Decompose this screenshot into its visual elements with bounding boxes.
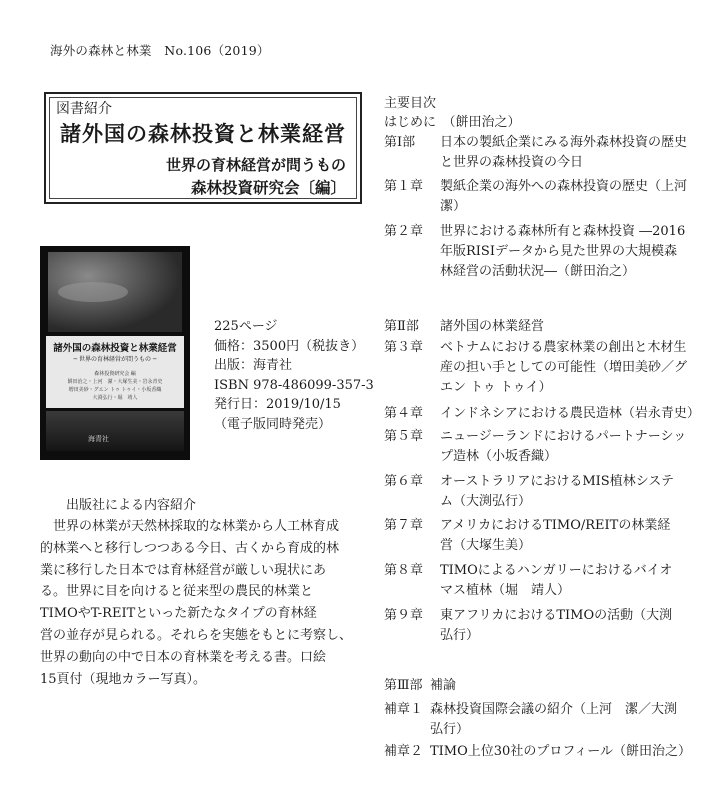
toc-entry-line: と世界の森林投資の今日 [440, 155, 584, 170]
toc-entry-label: 第１章 [384, 179, 424, 194]
toc-entry-line: 森林投資国際会議の紹介（上河 潔／大渕 [430, 702, 678, 717]
toc-entry-line: ニュージーランドにおけるパートナーシッ [440, 429, 687, 444]
book-review-box [44, 92, 362, 204]
toc-entry-text [440, 133, 687, 173]
toc-entry-text [440, 338, 687, 398]
toc-entry-text [430, 700, 677, 740]
toc-entry-text [440, 222, 685, 282]
toc-entry-text [440, 516, 670, 556]
book-pages: 225ページ [214, 319, 278, 334]
description-line: 世界の林業が天然林採取的な林業から人工林育成 [40, 519, 340, 534]
toc-entry-line: 弘行） [440, 628, 480, 643]
toc-entry-label: 第４章 [384, 406, 424, 421]
toc-entry-line: 日本の製紙企業にみる海外森林投資の歴史 [440, 135, 688, 150]
toc-entry-line: ム（大渕弘行） [440, 494, 532, 509]
book-isbn: ISBN 978-486099-357-3 [214, 377, 374, 393]
toc-entry-text [440, 427, 686, 467]
toc-entry-text [440, 177, 687, 217]
toc-entry-line: 営（大塚生美） [440, 538, 532, 553]
book-ebook-note: （電子版同時発売） [214, 416, 332, 432]
description-line: 15頁付（現地カラー写真）。 [40, 671, 207, 687]
toc-entry-text [440, 404, 700, 424]
toc-entry-label: 補章２ [384, 744, 424, 759]
review-label: 図書紹介 [56, 101, 112, 117]
cover-authors [50, 370, 180, 402]
toc-entry-label: 第５章 [384, 429, 424, 444]
toc-entry-label: 第Ⅱ部 [384, 319, 419, 334]
description-line: 的林業へと移行しつつある今日、古くから育成的林 [40, 540, 340, 556]
description-heading: 出版社による内容紹介 [66, 498, 197, 513]
toc-entry-label: 第７章 [384, 518, 424, 533]
toc-entry-line: 補論 [430, 678, 457, 693]
toc-entry-label: 第Ⅲ部 [384, 678, 423, 693]
toc-entry-line: 潔） [440, 199, 467, 214]
description-line: 業に移行した日本では育林経営が厳しい現状にあ [40, 562, 327, 578]
toc-entry-line: ベトナムにおける農家林業の創出と木材生 [440, 340, 687, 355]
toc-entry-label: 第３章 [384, 340, 424, 355]
book-price: 価格：3500円（税抜き） [214, 338, 365, 354]
toc-entry-line: 林経営の活動状況―（餅田治之） [440, 264, 636, 279]
book-info [214, 317, 374, 434]
toc-entry-label: 第２章 [384, 224, 424, 239]
cover-forest-photo [46, 411, 184, 451]
cover-title-band [46, 336, 184, 408]
description-text [40, 516, 356, 690]
toc-entry-line: エン トゥ トゥイ） [440, 380, 552, 395]
cover-subtitle: ─ 世界の育林経営が問うもの ─ [73, 356, 157, 363]
toc-entry-line: TIMOによるハンガリーにおけるバイオ [440, 563, 673, 578]
description-line: TIMOやT-REITといった新たなタイプの育林経 [40, 606, 317, 622]
toc-entry-text [440, 472, 674, 512]
toc-entry-line: 弘行） [430, 722, 470, 737]
toc-entry-line: プ造林（小坂香織） [440, 449, 558, 464]
toc-entry-text [430, 676, 456, 696]
book-subtitle: 世界の育林経営が問うもの [165, 156, 346, 174]
description-line: 世界の動向の中で日本の育林業を考える書。口絵 [40, 649, 327, 665]
toc-entry-line: インドネシアにおける農民造林（岩永青史） [440, 406, 700, 421]
toc-entry-line: マス植林（堀 靖人） [440, 583, 571, 598]
toc-entry-label: 第Ⅰ部 [384, 135, 416, 150]
toc-entry-line: 諸外国の林業経営 [440, 319, 545, 334]
toc-entry-line: 世界における森林所有と森林投資 ―2016 [440, 224, 686, 239]
toc-heading: 主要目次 [384, 96, 437, 111]
cover-photo [48, 252, 182, 332]
toc-entry-label: 補章１ [384, 702, 424, 717]
toc-entry-text [430, 742, 691, 762]
toc-entry-line: TIMO上位30社のプロフィール（餅田治之） [430, 744, 692, 759]
toc-entry-line: 製紙企業の海外への森林投資の歴史（上河 [440, 179, 688, 194]
toc-entry-text [440, 317, 544, 337]
toc-entry-line: オーストラリアにおけるMIS植林システ [440, 474, 675, 489]
toc-entry-label: 第８章 [384, 563, 424, 578]
toc-entry-text [440, 606, 672, 646]
cover-author-line: 増田美砂・グエン トゥ トゥイ・小坂香織 [68, 387, 162, 393]
cover-author-line: 森林投資研究会 編 [94, 371, 136, 377]
toc-entry-text [440, 561, 672, 601]
cover-author-line: 大渕弘行・堀 靖人 [92, 395, 138, 401]
book-date: 発行日：2019/10/15 [214, 397, 341, 412]
description-line: 営の並存が見られる。それらを実態をもとに考察し、 [40, 627, 353, 643]
cover-publisher: 海青社 [88, 435, 109, 443]
cover-title: 諸外国の森林投資と林業経営 [53, 343, 177, 354]
book-publisher: 出版：海青社 [214, 358, 293, 373]
book-editor: 森林投資研究会〔編〕 [190, 178, 346, 197]
toc-entry-line: 産の担い手としての可能性（増田美砂／グ [440, 360, 688, 375]
book-title: 諸外国の森林投資と林業経営 [60, 121, 346, 146]
toc-entry-label: 第９章 [384, 608, 424, 623]
book-cover-image [40, 246, 190, 460]
toc-intro: はじめに （餅田治之） [384, 115, 521, 130]
toc-entry-label: 第６章 [384, 474, 424, 489]
cover-author-line: 餅田治之・上河 潔・大塚生美・岩永青史 [67, 379, 163, 385]
toc-entry-line: 東アフリカにおけるTIMOの活動（大渕 [440, 608, 673, 623]
toc-entry-line: アメリカにおけるTIMO/REITの林業経 [440, 518, 671, 533]
description-line: る。世界に目を向けると従来型の農民的林業と [40, 584, 314, 600]
journal-header: 海外の森林と林業 No.106（2019） [50, 43, 270, 58]
toc-entry-line: 年版RISIデータから見た世界の大規模森 [440, 244, 677, 259]
